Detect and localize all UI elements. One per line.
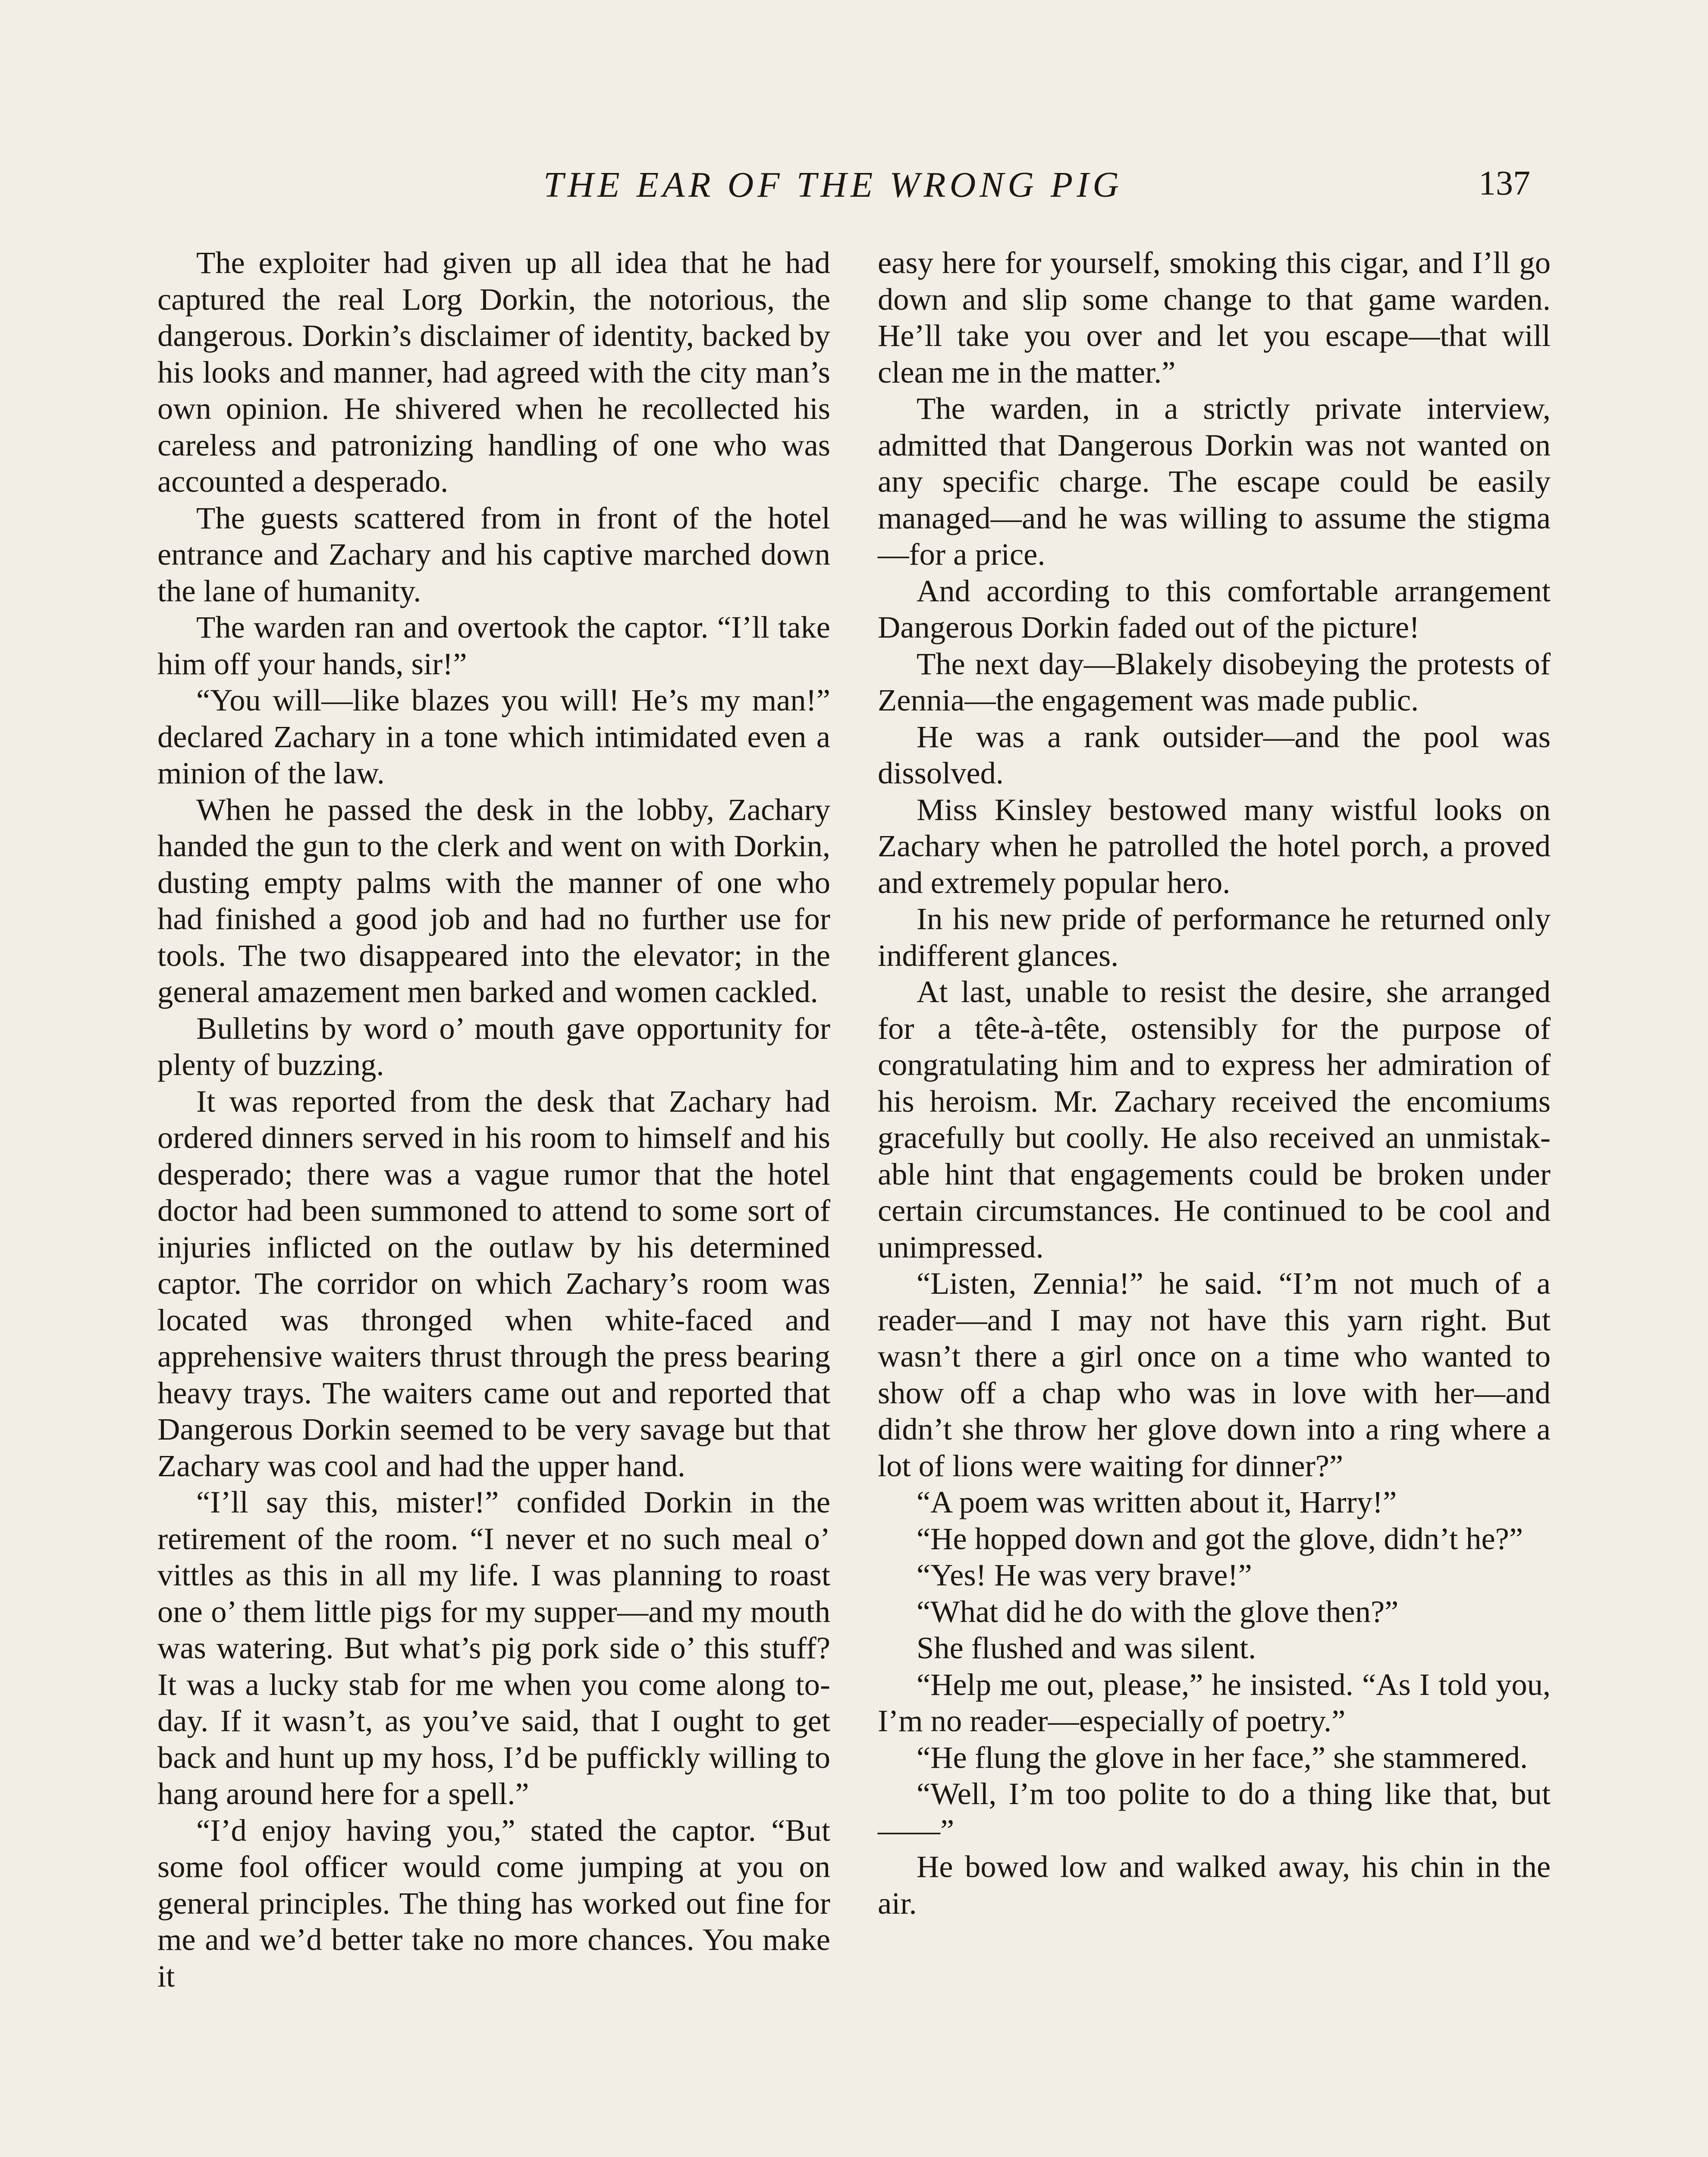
paragraph: “Help me out, please,” he insisted. “As I told you, I’m no reader—especially of poetry.” [878,1666,1551,1738]
paragraph: He was a rank outsider—and the pool was dissolved. [878,719,1551,790]
paragraph: “Well, I’m too polite to do a thing like that, but——” [878,1776,1551,1848]
paragraph: “What did he do with the glove then?” [917,1594,1399,1629]
paragraph: He bowed low and walked away, his chin in the air. [878,1849,1551,1921]
paragraph: The warden ran and overtook the captor. “I’ll take him off your hands, sir!” [157,610,830,681]
right-column [878,245,1551,1921]
paragraph: “I’ll say this, mister!” confided Dorkin in the retirement of the room. “I never et no such meal o’ vittles as this in all my life. I was planning to roast one o’ them little pigs for my supper—and my mouth was watering. But what’s pig pork side o’ this stuff? It was a lucky stab for me when you come along to-day. If it wasn’t, as you’ve said, that I ought to get back and hunt up my hoss, I’d be puffickly willing to hang around here for a spell.” [157,1484,830,1811]
paragraph: “He hopped down and got the glove, didn’t he?” [917,1521,1523,1556]
paragraph: “A poem was written about it, Harry!” [917,1484,1397,1519]
paragraph: When he passed the desk in the lobby, Zachary handed the gun to the clerk and went on with Dorkin, dusting empty palms with the manner of one who had finished a good job and had no further use for tools. The two disappeared into the elevator; in the general amazement men barked and women cackled. [157,792,830,1009]
paragraph: It was reported from the desk that Zachary had ordered dinners served in his room to himself and his desperado; there was a vague rumor that the hotel doctor had been summoned to attend to some sort of injuries inflicted on the outlaw by his determined captor. The corridor on which Zachary’s room was located was thronged when white-faced and apprehensive waiters thrust through the press bearing heavy trays. The waiters came out and reported that Dangerous Dorkin seemed to be very savage but that Zachary was cool and had the upper hand. [157,1083,830,1483]
paragraph: “Yes! He was very brave!” [917,1557,1252,1592]
paragraph: “He flung the glove in her face,” she stammered. [917,1739,1528,1775]
paragraph: At last, unable to resist the desire, she arranged for a tête-à-tête, ostensibly for the purpose of congratulating him and to express her admiration of his heroism. Mr. Zachary received the encomiums gracefully but coolly. He also received an unmistakable hint that engagements could be broken under certain circumstances. He continued to be cool and unimpressed. [878,974,1551,1264]
paragraph: The exploiter had given up all idea that he had captured the real Lorg Dorkin, the notorious, the dangerous. Dorkin’s disclaimer of identity, backed by his looks and manner, had agreed with the city man’s own opinion. He shivered when he recollected his careless and patronizing handling of one who was accounted a desperado. [157,245,830,499]
paragraph: In his new pride of performance he returned only indifferent glances. [878,901,1551,973]
paragraph: Miss Kinsley bestowed many wistful looks on Zachary when he patrolled the hotel porch, a proved and extremely popular hero. [878,792,1551,900]
paragraph: “Listen, Zennia!” he said. “I’m not much of a reader—and I may not have this yarn right. But wasn’t there a girl once on a time who wanted to show off a chap who was in love with her—and didn’t she throw her glove down into a ring where a lot of lions were waiting for dinner?” [878,1266,1551,1483]
paragraph: Bulletins by word o’ mouth gave opportunity for plenty of buzzing. [157,1010,830,1082]
paragraph-continuation: easy here for yourself, smoking this cigar, and I’ll go down and slip some change to that game warden. He’ll take you over and let you escape—that will clean me in the matter.” [878,245,1551,390]
paragraph: She flushed and was silent. [917,1630,1256,1665]
paragraph: The guests scattered from in front of the hotel entrance and Zachary and his captive marched down the lane of humanity. [157,500,830,608]
left-column [157,245,830,1994]
paragraph: “You will—like blazes you will! He’s my man!” declared Zachary in a tone which intimidated even a minion of the law. [157,682,830,790]
paragraph: “I’d enjoy having you,” stated the captor. “But some fool officer would come jumping at you on general principles. The thing has worked out fine for me and we’d better take no more chances. You make it [157,1812,830,1993]
paragraph: The next day—Blakely disobeying the protests of Zennia—the engagement was made public. [878,646,1551,717]
page-number: 137 [1479,164,1530,202]
running-title: THE EAR OF THE WRONG PIG [543,165,1123,205]
running-header [0,164,1708,211]
paragraph: And according to this comfortable arrangement Dangerous Dorkin faded out of the picture! [878,573,1551,645]
paragraph: The warden, in a strictly private interview, admitted that Dangerous Dorkin was not wanted on any specific charge. The escape could be easily managed—and he was willing to assume the stigma—for a price. [878,391,1551,572]
